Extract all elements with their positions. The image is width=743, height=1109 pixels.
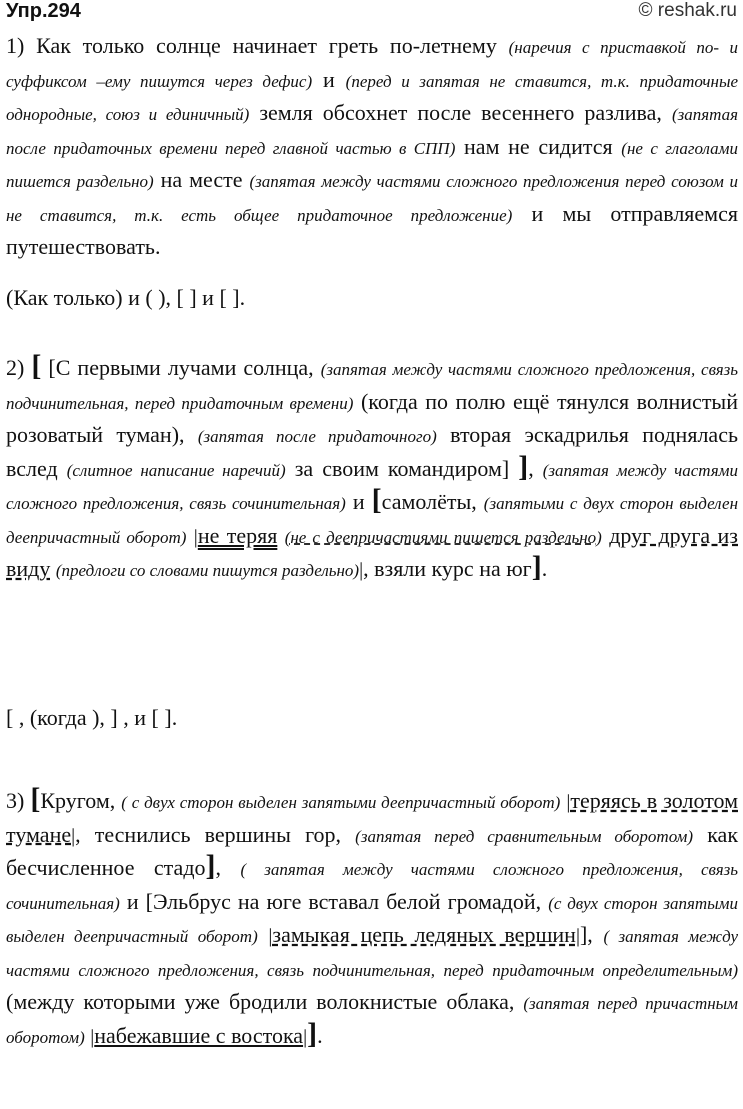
- s3-text-e: и: [126, 888, 139, 914]
- sentence-1: [6, 30, 738, 263]
- s1-note-3: (запятая после придаточных времени перед главной частью в СПП): [6, 105, 739, 158]
- sentence-2: 2) [ [С первыми лучами солнца, (запятая между частями сложного предложения, связь подчинительная, перед придаточным времени) (когда по полю ещё тянулся волнистый розоватый туман), (запятая после придаточного) вторая эскадрилья поднялась вслед (слитное написание наречий) за своим командиром] ], (запятая между частями сложного предложения, связь сочинительная) и [самолёты, (запятыми с двух сторон выделен деепричастный оборот) |не теряя (не с деепричастиями пишется раздельно) друг друга из виду (предлоги со словами пишутся раздельно)|, взяли курс на юг].: [6, 349, 739, 583]
- s1-note-2: (перед и запятая не ставится, т.к. придаточные однородные, союз и единичный): [6, 71, 739, 124]
- s2-note-3: (слитное написание наречий): [66, 460, 286, 480]
- s1-text-f: и мы отправляемся путешествовать.: [6, 200, 738, 259]
- s2-bracket-open: [: [31, 349, 42, 382]
- s3-note-6: (запятая перед причастным оборотом): [6, 994, 739, 1047]
- s3-bracket-close-1: ]: [205, 849, 216, 882]
- s3-note-2: (запятая перед сравнительным оборотом): [355, 826, 694, 846]
- s3-text-a: Кругом,: [40, 788, 116, 813]
- s2-text-h: друг друга из виду: [6, 522, 738, 581]
- s1-text-d: нам не сидится: [464, 133, 613, 159]
- s2-note-7: (предлоги со словами пишутся раздельно): [55, 561, 360, 580]
- s2-text-d: за своим командиром]: [294, 455, 510, 481]
- s3-text-b: теряясь в золотом тумане: [6, 788, 739, 847]
- s3-bar-4: |: [575, 925, 580, 947]
- s3-bracket-open: [: [30, 782, 41, 815]
- s3-note-1: ( с двух сторон выделен запятыми деепричастный оборот): [121, 793, 561, 812]
- s2-scheme-a: [ , (когда ), ]: [6, 705, 118, 730]
- s1-scheme: (Как только) и ( ), [ ] и [ ].: [6, 285, 246, 310]
- s1-note-5: (запятая между частями сложного предложения перед союзом и не ставится, т.к. есть общее придаточное предложение): [6, 172, 739, 225]
- s2-text-a: [С первыми лучами солнца,: [48, 355, 314, 380]
- s3-text-c: , теснились вершины гор,: [75, 821, 342, 847]
- s2-note-2: (запятая после придаточного): [197, 427, 437, 446]
- s3-bar-3: |: [268, 925, 273, 947]
- s2-note-4: (запятая между частями сложного предложения, связь сочинительная): [6, 460, 739, 513]
- s3-text-d: как бесчисленное стадо: [6, 821, 739, 880]
- s2-bracket-close-2: ]: [531, 550, 542, 583]
- s3-text-h: (между которыми уже бродили волокнистые облака,: [6, 989, 515, 1014]
- s2-scheme-c: [ ].: [151, 705, 178, 730]
- s2-bracket-close-1: ]: [518, 449, 529, 483]
- s3-bar-6: |: [303, 1025, 308, 1048]
- s2-bracket-open-2: [: [371, 483, 382, 516]
- s3-text-g: замыкая цепь ледяных вершин: [272, 922, 576, 947]
- s2-scheme: [6, 705, 177, 731]
- s2-note-5: (запятыми с двух сторон выделен деепричастный оборот): [6, 494, 738, 547]
- s1-text-b: и: [323, 66, 335, 92]
- page-header: [0, 0, 743, 26]
- s1-text-c: земля обсохнет после весеннего разлива,: [259, 100, 662, 125]
- s2-bar-2: |: [359, 559, 364, 581]
- s1-note-1: (наречия с приставкой по- и суффиксом –ему пишутся через дефис): [6, 38, 739, 91]
- s3-bracket-close-2: ]: [307, 1016, 318, 1050]
- s3-text-f: [Эльбрус на юге вставал белой громадой,: [145, 888, 542, 914]
- s2-text-e: и: [352, 489, 365, 514]
- s3-number: 3): [6, 788, 25, 813]
- s3-bar-5: |: [90, 1025, 95, 1048]
- s3-note-4: (с двух сторон запятыми выделен деепричастный оборот): [6, 893, 739, 946]
- s2-scheme-b: , и: [123, 705, 147, 730]
- exercise-title: Упр.294: [6, 0, 81, 22]
- s3-note-3: ( запятая между частями сложного предложения, связь сочинительная): [6, 860, 738, 913]
- site-watermark: © reshak.ru: [638, 0, 737, 21]
- s2-note-6: (не с деепричастиями пишется раздельно): [284, 527, 602, 547]
- s3-note-5: ( запятая между частями сложного предложения, связь подчинительная, перед придаточным определительным): [6, 927, 739, 980]
- s2-text-i: взяли курс на юг: [374, 556, 532, 581]
- s2-text-f: самолёты,: [381, 489, 477, 514]
- s1-text-e: на месте: [160, 167, 243, 192]
- s2-note-1: (запятая между частями сложного предложения, связь подчинительная, перед придаточным времени): [6, 360, 738, 413]
- s3-bar-2: |: [71, 824, 76, 847]
- s2-text-c: вторая эскадрилья поднялась вслед: [6, 422, 738, 481]
- s3-text-i: набежавшие с востока: [94, 1022, 304, 1048]
- s2-number: 2): [6, 355, 25, 380]
- s3-bar-1: |: [566, 791, 571, 813]
- sentence-3: 3) [Кругом, ( с двух сторон выделен запятыми деепричастный оборот) |теряясь в золотом тумане|, теснились вершины гор, (запятая перед сравнительным оборотом) как бесчисленное стадо], ( запятая между частями сложного предложения, связь сочинительная) и [Эльбрус на юге вставал белой громадой, (с двух сторон запятыми выделен деепричастный оборот) |замыкая цепь ледяных вершин|], ( запятая между частями сложного предложения, связь подчинительная, перед придаточным определительным) (между которыми уже бродили волокнистые облака, (запятая перед причастным оборотом) |набежавшие с востока|].: [6, 782, 739, 1050]
- s2-bar-1: |: [193, 525, 198, 548]
- s2-text-b: (когда по полю ещё тянулся волнистый розоватый туман),: [6, 388, 738, 447]
- s2-text-g: не теряя: [197, 522, 278, 548]
- s1-text-a: 1) Как только солнце начинает греть по-летнему: [6, 33, 497, 58]
- s1-note-4: (не с глаголами пишется раздельно): [6, 138, 739, 191]
